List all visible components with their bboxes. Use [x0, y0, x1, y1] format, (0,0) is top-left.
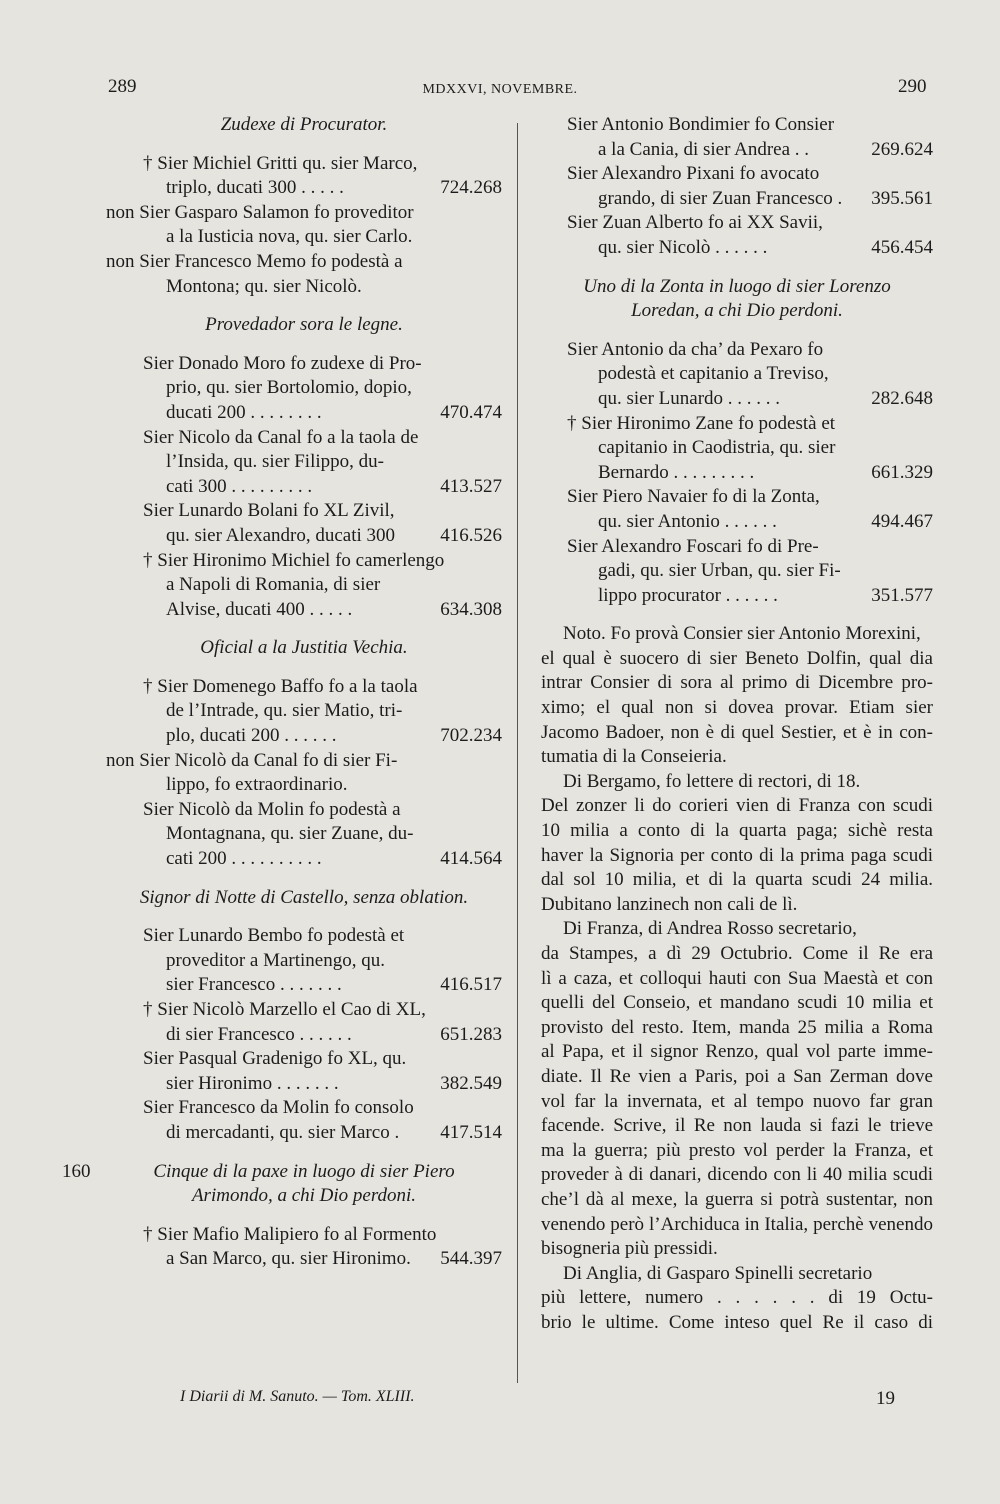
text-line — [106, 426, 502, 451]
text-line — [541, 1040, 933, 1065]
vote-count: 651.283 — [440, 1023, 502, 1045]
line-text: proveditor a Martinengo, qu. — [166, 949, 385, 971]
vote-count: 494.467 — [871, 510, 933, 532]
text-line — [541, 819, 933, 844]
line-text: quelli del Conseio, et mandano scudi 10 milia et — [541, 992, 933, 1014]
line-text: † Sier Nicolò Marzello el Cao di XL, — [143, 999, 426, 1020]
text-line — [541, 917, 933, 942]
text-line — [541, 942, 933, 967]
text-line — [541, 770, 933, 795]
text-line — [541, 1188, 933, 1213]
text-line — [106, 313, 502, 338]
text-line — [106, 773, 502, 798]
line-text: Signor di Notte di Castello, senza oblation. — [139, 886, 469, 908]
vote-count: 269.624 — [871, 138, 933, 160]
line-text: cati 200 . . . . . . . . . . — [166, 848, 322, 870]
line-text: Bernardo . . . . . . . . . — [598, 461, 755, 483]
line-text: 10 milia a conto di la quarta paga; sichè resta — [541, 820, 933, 842]
line-text: Sier Piero Navaier fo di la Zonta, — [567, 486, 820, 508]
line-text: vol far la invernata, et al tempo nuovo far gran — [541, 1090, 933, 1112]
text-line — [106, 573, 502, 598]
left-column — [106, 113, 502, 1272]
text-line — [106, 998, 502, 1023]
text-line — [541, 1139, 933, 1164]
text-line — [106, 152, 502, 177]
text-line — [541, 1016, 933, 1041]
text-line — [541, 721, 933, 746]
line-text: Sier Francesco da Molin fo consolo — [143, 1097, 414, 1119]
line-text: a San Marco, qu. sier Hironimo. — [166, 1248, 411, 1270]
vote-count: 416.526 — [440, 524, 502, 546]
text-line — [106, 1121, 502, 1146]
line-text: Zudexe di Procurator. — [220, 114, 388, 135]
line-text: al Papa, et il signor Renzo, qual vol parte imme- — [541, 1041, 933, 1063]
line-text: a la Iusticia nova, qu. sier Carlo. — [166, 226, 413, 248]
line-text: Loredan, a chi Dio perdoni. — [631, 300, 843, 322]
line-text: non Sier Nicolò da Canal fo di sier Fi- — [106, 749, 398, 771]
line-text: Sier Alexandro Foscari fo di Pre- — [567, 535, 819, 557]
text-line — [541, 162, 933, 187]
text-line — [106, 1096, 502, 1121]
line-text: plo, ducati 200 . . . . . . — [166, 725, 337, 747]
text-line — [541, 1213, 933, 1238]
line-text: Arimondo, a chi Dio perdoni. — [191, 1185, 417, 1207]
text-line — [106, 499, 502, 524]
line-text: che’l dà al mexe, la guerra si potrà sustentar, non — [541, 1188, 933, 1210]
text-line — [106, 1223, 502, 1248]
text-line — [541, 113, 933, 138]
column-divider — [517, 123, 518, 1383]
line-text: a Napoli di Romania, di sier — [166, 574, 381, 596]
line-text: † Sier Hironimo Zane fo podestà et — [567, 412, 836, 434]
line-text: Sier Antonio Bondimier fo Consier — [567, 114, 835, 135]
text-line — [106, 822, 502, 847]
line-text: Montona; qu. sier Nicolò. — [166, 275, 362, 297]
text-line — [541, 622, 933, 647]
vote-count: 282.648 — [871, 387, 933, 409]
line-text: Di Anglia, di Gasparo Spinelli secretario — [563, 1262, 873, 1284]
text-line — [106, 176, 502, 201]
line-text: qu. sier Nicolò . . . . . . — [598, 236, 768, 258]
text-line — [106, 598, 502, 623]
text-line — [541, 1163, 933, 1188]
line-text: haver la Signoria per conto di la prima paga scudi — [541, 844, 933, 866]
vote-count: 661.329 — [871, 461, 933, 483]
line-text: di mercadanti, qu. sier Marco . — [166, 1121, 400, 1143]
line-text: provisto del resto. Item, manda 25 milia a Roma — [541, 1016, 933, 1038]
text-line — [106, 1023, 502, 1048]
text-line — [106, 275, 502, 300]
text-line — [541, 412, 933, 437]
line-text: più lettere, numero . . . . . . di 19 Octu- — [541, 1287, 933, 1309]
line-text: Sier Lunardo Bembo fo podestà et — [143, 925, 405, 947]
line-text: non Sier Francesco Memo fo podestà a — [106, 250, 403, 272]
line-text: el qual è suocero di sier Beneto Dolfin, qual dia — [541, 647, 933, 669]
vote-count: 417.514 — [440, 1121, 502, 1143]
line-text: gadi, qu. sier Urban, qu. sier Fi- — [598, 560, 841, 582]
text-line — [541, 1114, 933, 1139]
text-line — [106, 1160, 502, 1185]
line-text: da Stampes, a dì 29 Octubrio. Come il Re era — [541, 943, 933, 964]
line-text: † Sier Mafio Malipiero fo al Formento — [143, 1223, 437, 1245]
text-line — [541, 236, 933, 261]
line-text: Dubitano lanzinech non cali de lì. — [541, 893, 798, 915]
line-text: brio le ultime. Come inteso quel Re il caso di — [541, 1311, 933, 1333]
margin-number: 160 — [62, 1161, 91, 1182]
text-line — [106, 450, 502, 475]
text-line — [106, 924, 502, 949]
footer-source: I Diarii di M. Sanuto. — Tom. XLIII. — [180, 1388, 415, 1405]
text-line — [106, 1247, 502, 1272]
vote-count: 456.454 — [871, 236, 933, 258]
vote-count: 413.527 — [440, 475, 502, 497]
text-line — [106, 401, 502, 426]
text-line — [541, 275, 933, 300]
text-line — [106, 549, 502, 574]
text-line — [106, 699, 502, 724]
line-text: qu. sier Lunardo . . . . . . — [598, 387, 781, 409]
text-line — [541, 1262, 933, 1287]
line-text: prio, qu. sier Bortolomio, dopio, — [166, 377, 412, 399]
text-line — [541, 510, 933, 535]
line-text: lippo procurator . . . . . . — [598, 584, 778, 606]
running-title: MDXXVI, NOVEMBRE. — [422, 82, 578, 97]
line-text: qu. sier Antonio . . . . . . — [598, 510, 777, 532]
line-text: Sier Antonio da cha’ da Pexaro fo — [567, 338, 824, 360]
vote-count: 470.474 — [440, 401, 502, 423]
vote-count: 395.561 — [871, 187, 933, 209]
line-text: Del zonzer li do corieri vien di Franza con scudi — [541, 795, 933, 817]
line-text: † Sier Michiel Gritti qu. sier Marco, — [143, 152, 418, 174]
line-text: Uno di la Zonta in luogo di sier Lorenzo — [583, 275, 891, 297]
vote-count: 544.397 — [440, 1248, 502, 1270]
page-number-right: 290 — [898, 76, 927, 97]
text-line — [541, 844, 933, 869]
line-text: Di Bergamo, fo lettere di rectori, di 18. — [563, 770, 861, 792]
line-text: Montagnana, qu. sier Zuane, du- — [166, 823, 414, 845]
text-line — [106, 749, 502, 774]
text-line — [541, 696, 933, 721]
line-text: triplo, ducati 300 . . . . . — [166, 177, 344, 199]
line-text: Sier Lunardo Bolani fo XL Zivil, — [143, 500, 395, 522]
text-line — [106, 724, 502, 749]
line-text: podestà et capitanio a Treviso, — [598, 363, 829, 385]
line-text: Oficial a la Justitia Vechia. — [200, 637, 408, 659]
text-line — [541, 338, 933, 363]
line-text: Sier Donado Moro fo zudexe di Pro- — [143, 352, 422, 374]
line-text: Cinque di la paxe in luogo di sier Piero — [153, 1160, 455, 1182]
line-text: Sier Alexandro Pixani fo avocato — [567, 163, 820, 185]
text-line — [106, 250, 502, 275]
text-line — [106, 225, 502, 250]
line-text: diate. Il Re vien a Paris, poi a San Zerman dove — [541, 1065, 933, 1087]
vote-count: 382.549 — [440, 1072, 502, 1094]
text-line — [106, 113, 502, 138]
line-text: ma la guerra; più presto vol perder la Franza, et — [541, 1139, 933, 1161]
text-line — [541, 138, 933, 163]
line-text: sier Hironimo . . . . . . . — [166, 1072, 339, 1094]
text-line — [541, 1090, 933, 1115]
line-text: facende. Scrive, il Re non lauda si fazi le trieve — [541, 1115, 933, 1137]
text-line — [541, 1065, 933, 1090]
line-text: ximo; el qual non si dovea provar. Etiam sier — [541, 697, 933, 719]
line-text: † Sier Domenego Baffo fo a la taola — [143, 675, 418, 697]
text-line — [106, 201, 502, 226]
line-text: ducati 200 . . . . . . . . — [166, 401, 322, 423]
page-number-left: 289 — [108, 76, 137, 97]
text-line — [106, 798, 502, 823]
line-text: sier Francesco . . . . . . . — [166, 974, 342, 996]
footer-signature: 19 — [876, 1388, 895, 1409]
line-text: Sier Zuan Alberto fo ai XX Savii, — [567, 212, 823, 234]
text-line — [106, 949, 502, 974]
text-line — [541, 1286, 933, 1311]
text-line — [541, 647, 933, 672]
text-line — [106, 352, 502, 377]
line-text: Alvise, ducati 400 . . . . . — [166, 598, 353, 620]
text-line — [541, 1311, 933, 1336]
text-line — [541, 362, 933, 387]
line-text: de l’Intrade, qu. sier Matio, tri- — [166, 700, 403, 722]
text-line — [541, 299, 933, 324]
text-line — [541, 387, 933, 412]
line-text: capitanio in Caodistria, qu. sier — [598, 437, 836, 459]
text-line — [541, 868, 933, 893]
right-column — [541, 113, 933, 1336]
text-line — [541, 211, 933, 236]
line-text: proveder à di danari, dicendo con li 40 milia scudi — [541, 1164, 933, 1186]
line-text: venendo però l’Archiduca in Italia, perchè venendo — [541, 1213, 933, 1235]
line-text: tumatia di la Conseieria. — [541, 746, 727, 768]
line-text: Sier Pasqual Gradenigo fo XL, qu. — [143, 1048, 407, 1070]
text-line — [106, 675, 502, 700]
line-text: Provedador sora le legne. — [205, 314, 403, 336]
line-text: Jacomo Badoer, non è di quel Sestier, et è in con- — [541, 721, 933, 743]
text-line — [541, 671, 933, 696]
line-text: non Sier Gasparo Salamon fo proveditor — [106, 201, 414, 223]
text-line — [106, 1047, 502, 1072]
text-line — [106, 1184, 502, 1209]
text-line — [541, 893, 933, 918]
line-text: lippo, fo extraordinario. — [166, 774, 348, 796]
line-text: qu. sier Alexandro, ducati 300 — [166, 524, 396, 546]
line-text: intrar Consier di sora al primo di Dicembre pro- — [541, 672, 933, 694]
line-text: Noto. Fo provà Consier sier Antonio Morexini, — [563, 623, 921, 645]
text-line — [541, 1237, 933, 1262]
text-line — [541, 794, 933, 819]
text-line — [106, 1072, 502, 1097]
line-text: di sier Francesco . . . . . . — [166, 1023, 352, 1045]
text-line — [106, 973, 502, 998]
text-line — [541, 991, 933, 1016]
text-line — [541, 745, 933, 770]
vote-count: 724.268 — [440, 177, 502, 199]
line-text: Sier Nicolò da Molin fo podestà a — [143, 798, 401, 820]
text-line — [106, 475, 502, 500]
line-text: cati 300 . . . . . . . . . — [166, 475, 313, 497]
text-line — [541, 584, 933, 609]
text-line — [106, 847, 502, 872]
text-line — [106, 886, 502, 911]
text-line — [541, 967, 933, 992]
text-line — [541, 436, 933, 461]
line-text: Sier Nicolo da Canal fo a la taola de — [143, 426, 419, 448]
line-text: l’Insida, qu. sier Filippo, du- — [166, 451, 384, 473]
text-line — [106, 524, 502, 549]
line-text: a la Cania, di sier Andrea . . — [598, 138, 810, 160]
line-text: grando, di sier Zuan Francesco . — [598, 187, 843, 209]
line-text: lì a caza, et colloqui hauti con Sua Maestà et con — [541, 967, 933, 989]
vote-count: 702.234 — [440, 725, 502, 747]
line-text: Di Franza, di Andrea Rosso secretario, — [563, 918, 857, 940]
text-line — [106, 636, 502, 661]
vote-count: 634.308 — [440, 598, 502, 620]
text-line — [106, 376, 502, 401]
text-line — [541, 461, 933, 486]
text-line — [541, 559, 933, 584]
vote-count: 351.577 — [871, 584, 933, 606]
line-text: dal sol 10 milia, et di la quarta scudi 24 milia. — [541, 869, 933, 891]
line-text: bisogneria più pressidi. — [541, 1238, 718, 1260]
text-line — [541, 187, 933, 212]
line-text: † Sier Hironimo Michiel fo camerlengo — [143, 549, 445, 571]
vote-count: 416.517 — [440, 974, 502, 996]
text-line — [541, 535, 933, 560]
text-line — [541, 485, 933, 510]
vote-count: 414.564 — [440, 848, 502, 870]
